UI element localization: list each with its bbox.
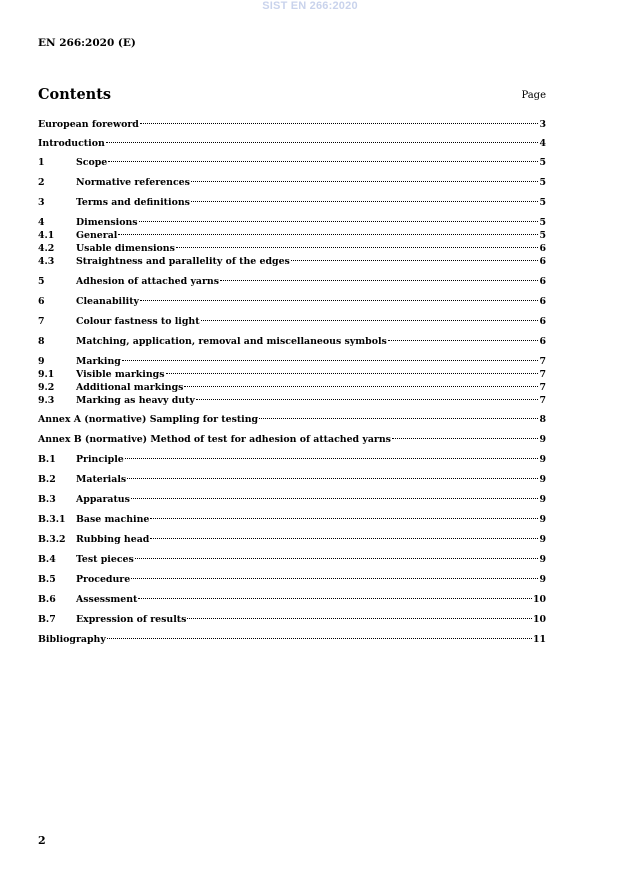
toc-entry-page: 4 [539, 138, 546, 149]
toc-leader-dots [138, 598, 532, 599]
toc-leader-dots [187, 618, 532, 619]
toc-entry-page: 9 [539, 434, 546, 445]
toc-leader-dots [291, 260, 539, 261]
toc-entry-page: 9 [539, 454, 546, 465]
toc-leader-dots [166, 373, 539, 374]
toc-entry-title: Procedure [76, 574, 131, 585]
table-of-contents [38, 118, 546, 646]
toc-leader-dots [191, 181, 539, 182]
toc-entry[interactable] [38, 433, 546, 446]
toc-entry-page: 6 [539, 256, 546, 267]
toc-entry-title: Adhesion of attached yarns [76, 276, 220, 287]
toc-entry[interactable] [38, 275, 546, 288]
toc-leader-dots [392, 438, 539, 439]
toc-entry[interactable] [38, 229, 546, 242]
toc-entry-page: 10 [532, 614, 546, 625]
toc-entry[interactable] [38, 156, 546, 169]
toc-entry-title: Scope [76, 157, 108, 168]
toc-entry[interactable] [38, 315, 546, 328]
toc-entry[interactable] [38, 118, 546, 131]
toc-entry-page: 10 [532, 594, 546, 605]
toc-entry-page: 6 [539, 243, 546, 254]
toc-entry-number: B.7 [38, 614, 56, 625]
toc-leader-dots [122, 360, 539, 361]
toc-entry-title: Rubbing head [76, 534, 150, 545]
toc-entry-number: B.3.1 [38, 514, 66, 525]
toc-entry-page: 9 [539, 534, 546, 545]
contents-heading: Contents [38, 86, 112, 103]
toc-entry-title: Normative references [76, 177, 190, 188]
toc-entry-title: Test pieces [76, 554, 134, 565]
toc-leader-dots [140, 123, 539, 124]
toc-leader-dots [131, 498, 539, 499]
toc-entry-number: 6 [38, 296, 45, 307]
toc-entry-title: General [76, 230, 118, 241]
toc-entry-title: Assessment [76, 594, 138, 605]
toc-entry-page: 8 [539, 414, 546, 425]
toc-entry-title: European foreword [38, 119, 139, 130]
toc-entry-number: 5 [38, 276, 45, 287]
toc-entry-number: B.3.2 [38, 534, 66, 545]
toc-entry-title: Apparatus [76, 494, 130, 505]
toc-leader-dots [150, 518, 538, 519]
toc-entry[interactable] [38, 176, 546, 189]
page-column-label: Page [521, 90, 546, 101]
toc-entry[interactable] [38, 255, 546, 268]
toc-leader-dots [135, 558, 539, 559]
toc-entry-title: Marking as heavy duty [76, 395, 195, 406]
toc-entry[interactable] [38, 633, 546, 646]
toc-entry[interactable] [38, 453, 546, 466]
toc-entry-number: 9.2 [38, 382, 55, 393]
toc-entry[interactable] [38, 394, 546, 407]
toc-entry-number: B.6 [38, 594, 56, 605]
toc-entry-title: Cleanability [76, 296, 139, 307]
watermark: SIST EN 266:2020 [262, 0, 358, 12]
toc-entry-title: Usable dimensions [76, 243, 175, 254]
toc-entry[interactable] [38, 473, 546, 486]
toc-leader-dots [220, 280, 538, 281]
toc-entry[interactable] [38, 137, 546, 150]
toc-entry-page: 7 [539, 395, 546, 406]
toc-leader-dots [106, 142, 539, 143]
toc-entry-page: 6 [539, 316, 546, 327]
toc-entry-number: 9.3 [38, 395, 55, 406]
toc-entry-number: 3 [38, 197, 45, 208]
toc-leader-dots [140, 300, 538, 301]
toc-entry[interactable] [38, 513, 546, 526]
toc-entry-title: Straightness and parallelity of the edges [76, 256, 290, 267]
toc-entry-page: 5 [539, 177, 546, 188]
toc-entry[interactable] [38, 196, 546, 209]
toc-entry-page: 9 [539, 494, 546, 505]
toc-entry-number: 8 [38, 336, 45, 347]
toc-entry[interactable] [38, 242, 546, 255]
toc-leader-dots [108, 161, 538, 162]
toc-entry-title: Bibliography [38, 634, 106, 645]
toc-entry-page: 5 [539, 197, 546, 208]
toc-leader-dots [131, 578, 538, 579]
toc-entry[interactable] [38, 533, 546, 546]
toc-entry-page: 9 [539, 574, 546, 585]
toc-entry-number: 2 [38, 177, 45, 188]
toc-entry-page: 9 [539, 474, 546, 485]
toc-entry-page: 9 [539, 554, 546, 565]
toc-entry-title: Colour fastness to light [76, 316, 200, 327]
toc-entry-number: 4 [38, 217, 45, 228]
toc-entry-number: B.5 [38, 574, 56, 585]
toc-leader-dots [139, 221, 539, 222]
toc-entry-title: Principle [76, 454, 124, 465]
toc-entry-page: 7 [539, 369, 546, 380]
toc-entry[interactable] [38, 413, 546, 426]
toc-entry-number: B.3 [38, 494, 56, 505]
toc-leader-dots [388, 340, 539, 341]
toc-entry[interactable] [38, 335, 546, 348]
toc-leader-dots [176, 247, 539, 248]
toc-entry-title: Annex A (normative) Sampling for testing [38, 414, 259, 425]
toc-entry-number: 7 [38, 316, 45, 327]
toc-leader-dots [150, 538, 538, 539]
toc-entry-page: 3 [539, 119, 546, 130]
toc-leader-dots [184, 386, 538, 387]
document-id: EN 266:2020 (E) [38, 37, 136, 49]
toc-leader-dots [201, 320, 539, 321]
toc-entry[interactable] [38, 613, 546, 626]
toc-entry-page: 5 [539, 217, 546, 228]
toc-entry-number: 9 [38, 356, 45, 367]
toc-entry[interactable] [38, 381, 546, 394]
toc-entry[interactable] [38, 295, 546, 308]
toc-entry-number: 4.1 [38, 230, 55, 241]
toc-entry[interactable] [38, 355, 546, 368]
toc-entry-title: Visible markings [76, 369, 165, 380]
toc-entry[interactable] [38, 573, 546, 586]
toc-leader-dots [127, 478, 538, 479]
toc-entry-number: 4.3 [38, 256, 55, 267]
toc-leader-dots [118, 234, 538, 235]
toc-leader-dots [259, 418, 538, 419]
toc-entry-page: 7 [539, 356, 546, 367]
toc-entry-number: B.4 [38, 554, 56, 565]
toc-entry-number: 4.2 [38, 243, 55, 254]
toc-entry-page: 6 [539, 296, 546, 307]
toc-leader-dots [125, 458, 539, 459]
toc-entry[interactable] [38, 216, 546, 229]
toc-leader-dots [196, 399, 539, 400]
toc-entry[interactable] [38, 493, 546, 506]
toc-entry-title: Expression of results [76, 614, 187, 625]
toc-entry-number: B.1 [38, 454, 56, 465]
toc-entry[interactable] [38, 593, 546, 606]
toc-entry-title: Dimensions [76, 217, 138, 228]
toc-entry-page: 6 [539, 276, 546, 287]
toc-entry-number: 9.1 [38, 369, 55, 380]
toc-entry[interactable] [38, 553, 546, 566]
toc-entry-title: Terms and definitions [76, 197, 190, 208]
toc-entry-title: Annex B (normative) Method of test for adhesion of attached yarns [38, 434, 391, 445]
toc-entry-page: 5 [539, 157, 546, 168]
toc-entry[interactable] [38, 368, 546, 381]
toc-entry-page: 9 [539, 514, 546, 525]
toc-entry-title: Additional markings [76, 382, 184, 393]
footer-page-number: 2 [38, 834, 46, 847]
toc-entry-page: 7 [539, 382, 546, 393]
toc-entry-title: Matching, application, removal and miscellaneous symbols [76, 336, 387, 347]
toc-entry-number: 1 [38, 157, 45, 168]
toc-entry-page: 6 [539, 336, 546, 347]
toc-entry-title: Base machine [76, 514, 150, 525]
toc-entry-number: B.2 [38, 474, 56, 485]
toc-entry-page: 11 [532, 634, 546, 645]
toc-entry-page: 5 [539, 230, 546, 241]
toc-leader-dots [191, 201, 539, 202]
toc-leader-dots [107, 638, 532, 639]
toc-entry-title: Introduction [38, 138, 105, 149]
toc-entry-title: Materials [76, 474, 127, 485]
toc-entry-title: Marking [76, 356, 121, 367]
